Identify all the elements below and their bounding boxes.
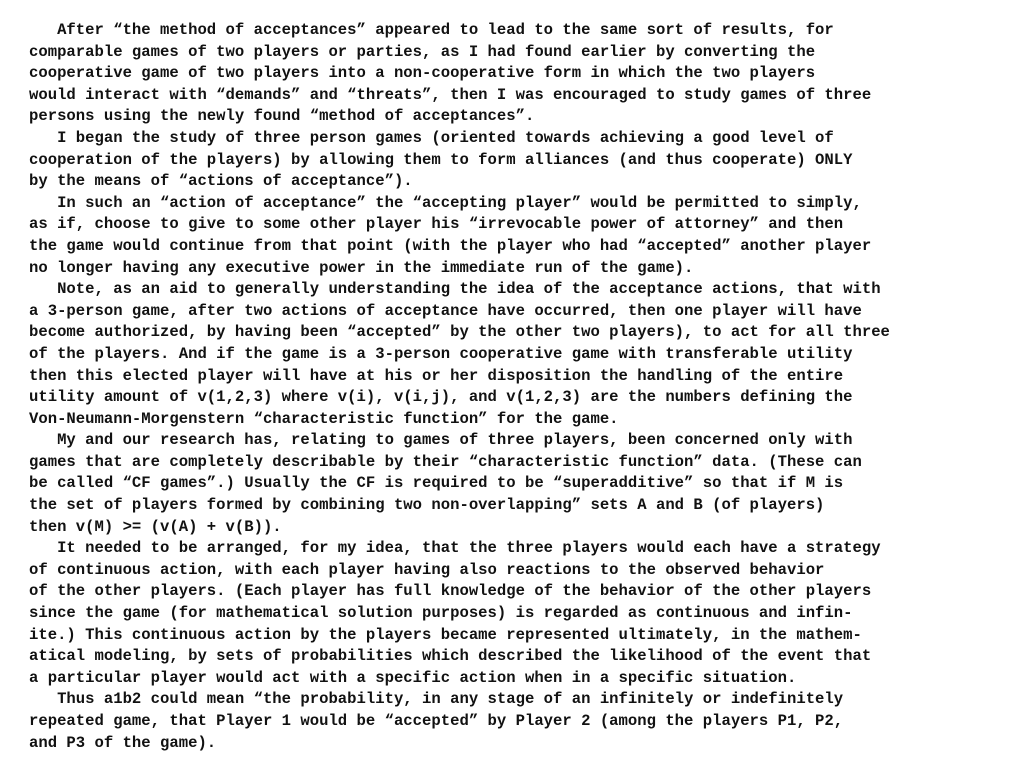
text-line: persons using the newly found “method of acceptances”. (29, 107, 535, 126)
text-line: utility amount of v(1,2,3) where v(i), v(i,j), and v(1,2,3) are the numbers defining the (29, 388, 853, 407)
text-line: of the players. And if the game is a 3-person cooperative game with transferable utility (29, 344, 853, 363)
text-line: of the other players. (Each player has full knowledge of the behavior of the other players (29, 582, 872, 601)
text-line: then this elected player will have at his or her disposition the handling of the entire (29, 366, 844, 385)
text-line: the set of players formed by combining two non-overlapping” sets A and B (of players) (29, 496, 825, 515)
text-line: Note, as an aid to generally understanding the idea of the acceptance actions, that with (29, 280, 881, 299)
text-line: by the means of “actions of acceptance”). (29, 172, 413, 191)
text-line: Thus a1b2 could mean “the probability, in any stage of an infinitely or indefinitely (29, 690, 844, 709)
text-line: a particular player would act with a specific action when in a specific situation. (29, 668, 797, 687)
text-line: then v(M) >= (v(A) + v(B)). (29, 517, 282, 536)
text-line: as if, choose to give to some other player his “irrevocable power of attorney” and then (29, 215, 844, 234)
text-line: of continuous action, with each player having also reactions to the observed behavior (29, 560, 825, 579)
text-line: repeated game, that Player 1 would be “accepted” by Player 2 (among the players P1, P2, (29, 712, 844, 730)
text-line: cooperation of the players) by allowing them to form alliances (and thus cooperate) ONLY (29, 150, 853, 169)
text-line: a 3-person game, after two actions of acceptance have occurred, then one player will have (29, 301, 862, 320)
text-line: cooperative game of two players into a non-cooperative form in which the two players (29, 64, 816, 83)
text-line: games that are completely describable by their “characteristic function” data. (These can (29, 452, 862, 471)
text-line: I began the study of three person games (oriented towards achieving a good level of (29, 128, 834, 147)
text-line: atical modeling, by sets of probabilities which described the likelihood of the event that (29, 647, 872, 666)
text-line: and P3 of the game). (29, 733, 217, 752)
text-line: Von-Neumann-Morgenstern “characteristic function” for the game. (29, 409, 619, 428)
text-line: no longer having any executive power in the immediate run of the game). (29, 258, 694, 277)
text-line: be called “CF games”.) Usually the CF is required to be “superadditive” so that if M is (29, 474, 844, 493)
document-body (29, 20, 1024, 754)
text-line: become authorized, by having been “accepted” by the other two players), to act for all three (29, 323, 890, 342)
text-line: since the game (for mathematical solution purposes) is regarded as continuous and infin- (29, 604, 853, 623)
text-line: In such an “action of acceptance” the “accepting player” would be permitted to simply, (29, 193, 862, 212)
text-line: would interact with “demands” and “threats”, then I was encouraged to study games of three (29, 85, 872, 104)
text-line: comparable games of two players or parties, as I had found earlier by converting the (29, 42, 816, 61)
text-line: After “the method of acceptances” appeared to lead to the same sort of results, for (29, 21, 834, 39)
text-line: My and our research has, relating to games of three players, been concerned only with (29, 431, 853, 450)
text-line: It needed to be arranged, for my idea, that the three players would each have a strategy (29, 539, 881, 558)
text-line: ite.) This continuous action by the players became represented ultimately, in the mathem- (29, 625, 862, 644)
text-line: the game would continue from that point (with the player who had “accepted” another player (29, 236, 872, 255)
